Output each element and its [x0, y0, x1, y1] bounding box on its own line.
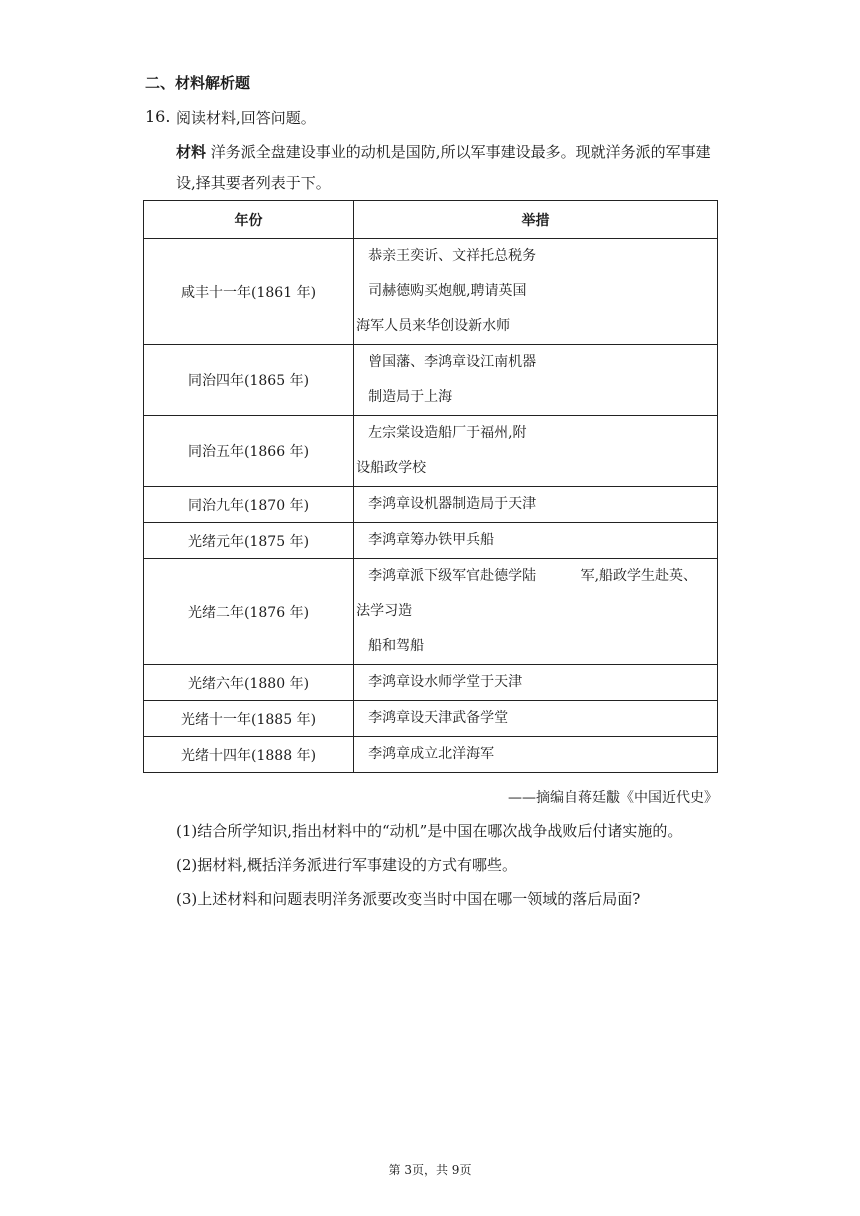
table-row: [144, 523, 718, 559]
measure-line: 左宗棠设造船厂于福州,附: [368, 425, 527, 441]
measure-cell: [354, 487, 718, 523]
material-text: 洋务派全盘建设事业的动机是国防,所以军事建设最多。现就洋务派的军事建设,择其要者列表于下。: [176, 143, 711, 192]
measure-line: 海军人员来华创设新水师: [356, 318, 511, 334]
year-cell: 咸丰十一年(1861 年): [144, 239, 354, 345]
measure-line: 李鸿章设天津武备学堂: [368, 710, 509, 726]
measure-cell: [354, 559, 718, 665]
measure-line: 李鸿章派下级军官赴德学陆 军,船政学生赴英、: [368, 568, 698, 584]
measure-cell: [354, 701, 718, 737]
measure-cell: [354, 665, 718, 701]
header-year: 年份: [144, 201, 354, 239]
table-row: [144, 701, 718, 737]
table-body: [144, 239, 718, 773]
measure-cell: [354, 416, 718, 487]
measure-line: 恭亲王奕䜣、文祥托总税务: [368, 248, 537, 264]
sub-question-2: (2)据材料,概括洋务派进行军事建设的方式有哪些。: [176, 856, 518, 874]
year-cell: 同治四年(1865 年): [144, 345, 354, 416]
measure-cell: [354, 523, 718, 559]
table-row: [144, 665, 718, 701]
year-cell: 光绪元年(1875 年): [144, 523, 354, 559]
source-citation: ——摘编自蒋廷黻《中国近代史》: [508, 790, 718, 806]
measure-line: 设船政学校: [356, 460, 427, 476]
military-construction-table: [143, 200, 718, 773]
measure-line: 曾国藩、李鸿章设江南机器: [368, 354, 537, 370]
question-stem: 阅读材料,回答问题。: [176, 109, 316, 127]
measure-cell: [354, 345, 718, 416]
year-cell: 光绪二年(1876 年): [144, 559, 354, 665]
measure-line: 李鸿章设机器制造局于天津: [368, 496, 537, 512]
question-number: 16.: [145, 107, 171, 126]
page-footer: 第 3页，共 9页: [388, 1163, 472, 1177]
material-paragraph: [176, 137, 724, 199]
year-cell: 光绪十四年(1888 年): [144, 737, 354, 773]
table-row: [144, 487, 718, 523]
table-row: [144, 239, 718, 345]
table-header-row: [144, 201, 718, 239]
sub-question-1: (1)结合所学知识,指出材料中的“动机”是中国在哪次战争战败后付诸实施的。: [176, 822, 683, 840]
measure-cell: [354, 239, 718, 345]
measure-line: 法学习造: [356, 603, 413, 619]
header-measure: 举措: [354, 201, 718, 239]
measure-line: 司赫德购买炮舰,聘请英国: [368, 283, 527, 299]
year-cell: 同治九年(1870 年): [144, 487, 354, 523]
year-cell: 同治五年(1866 年): [144, 416, 354, 487]
measure-line: 船和驾船: [368, 638, 425, 654]
year-cell: 光绪六年(1880 年): [144, 665, 354, 701]
measure-cell: [354, 737, 718, 773]
year-cell: 光绪十一年(1885 年): [144, 701, 354, 737]
table-row: [144, 559, 718, 665]
measure-line: 李鸿章设水师学堂于天津: [368, 674, 523, 690]
table-row: [144, 737, 718, 773]
measure-line: 李鸿章筹办铁甲兵船: [368, 532, 495, 548]
section-title: 二、材料解析题: [145, 74, 251, 92]
sub-question-3: (3)上述材料和问题表明洋务派要改变当时中国在哪一领域的落后局面?: [176, 890, 641, 908]
table-row: [144, 345, 718, 416]
material-tag: 材料: [176, 143, 207, 161]
measure-line: 制造局于上海: [368, 389, 453, 405]
table-row: [144, 416, 718, 487]
measure-line: 李鸿章成立北洋海军: [368, 746, 495, 762]
